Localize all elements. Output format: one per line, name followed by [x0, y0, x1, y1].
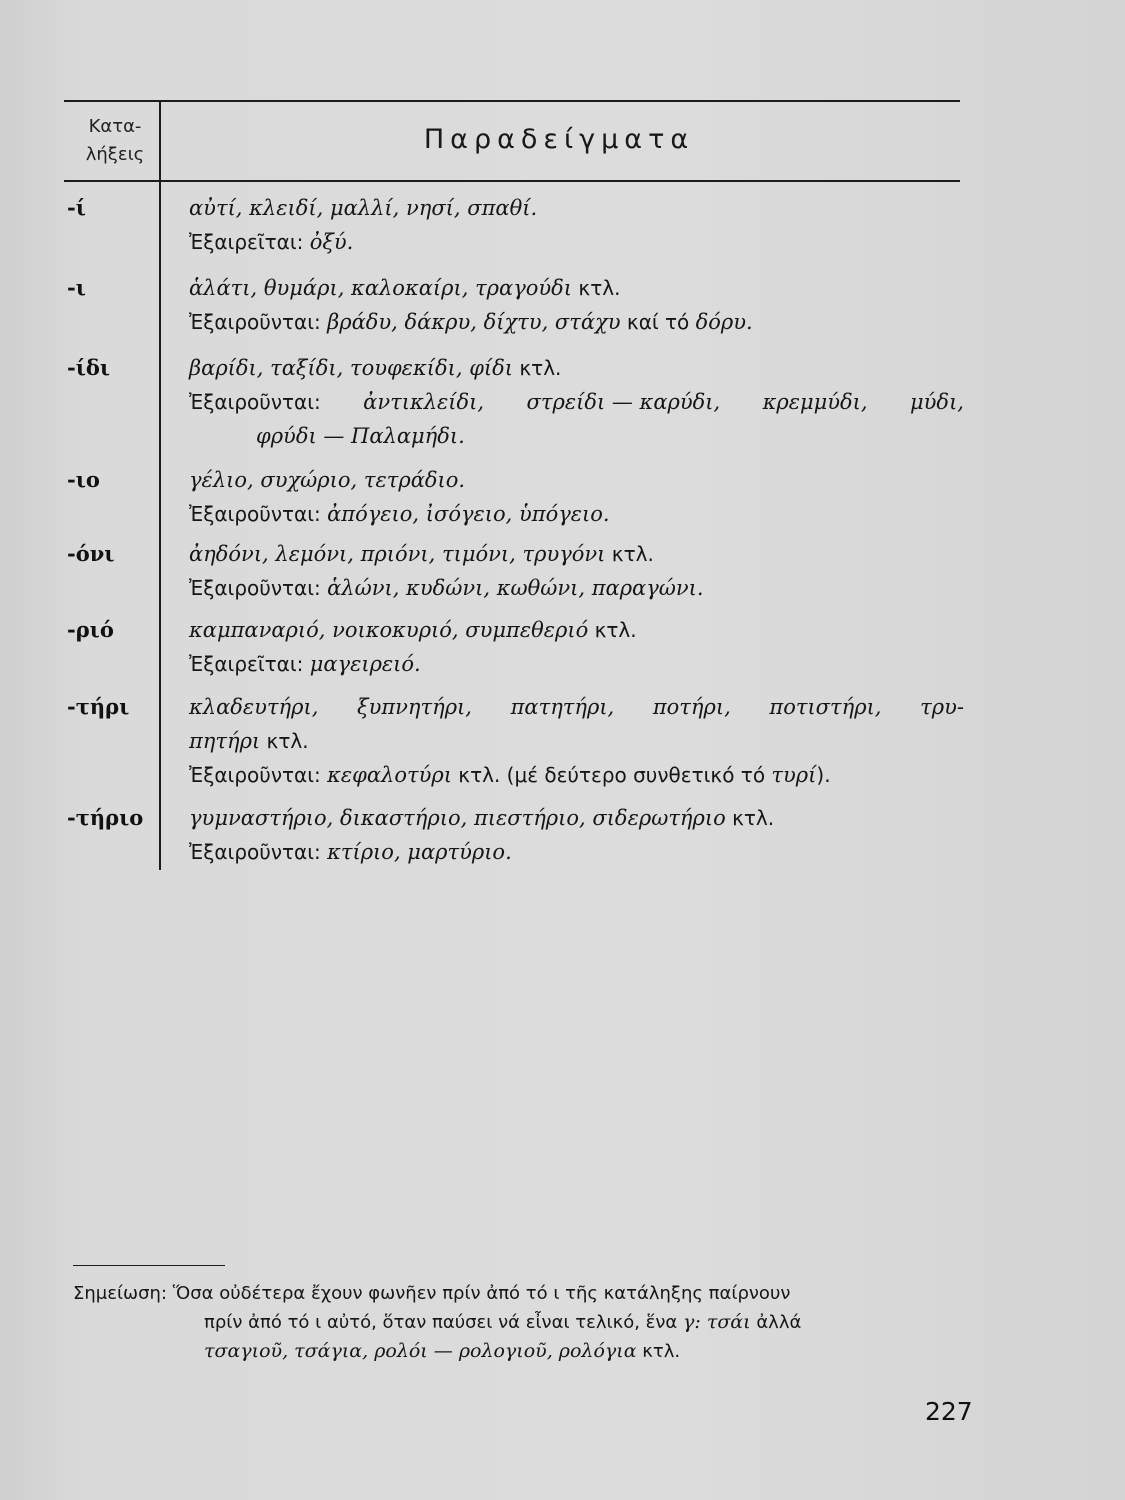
examples-line — [189, 271, 964, 305]
row-ending: -ίδι — [67, 355, 111, 380]
examples-line: αὐτί, κλειδί, μαλλί, νησί, σπαθί. — [189, 196, 538, 220]
header-endings — [70, 113, 160, 169]
row-ending: -ριό — [67, 617, 114, 642]
table-column-divider — [159, 100, 161, 870]
examples-line: γέλιο, συχώριο, τετράδιο. — [189, 468, 466, 492]
exceptions-line — [189, 497, 964, 531]
exceptions-label: Ἐξαιρεῖται: — [189, 230, 310, 254]
etc-abbrev: κτλ. — [513, 356, 562, 380]
exceptions-line — [189, 758, 964, 792]
exceptions-label: Ἐξαιρεῖται: — [189, 652, 310, 676]
row-ending: -τήρι — [67, 694, 130, 719]
exception-word: στρείδι — καρύδι, — [526, 390, 721, 414]
examples-line — [189, 537, 964, 571]
footnote-line2 — [73, 1308, 973, 1337]
example-word: πατητήρι, — [510, 695, 615, 719]
exceptions-label: Ἐξαιροῦνται: — [189, 840, 328, 864]
example-word: ποτήρι, — [652, 695, 731, 719]
header-endings-line2: λήξεις — [85, 144, 145, 165]
exception-word: ἀντικλείδι, — [363, 390, 485, 414]
footnote-greek: γ: τσάι — [683, 1311, 751, 1333]
row-content — [189, 690, 964, 792]
footnote-rule — [73, 1265, 225, 1266]
row-content — [189, 463, 964, 531]
footnote-label: Σημείωση: — [73, 1283, 168, 1304]
etc-abbrev: κτλ. — [260, 729, 309, 753]
exceptions-words: κεφαλοτύρι — [327, 763, 452, 787]
exceptions-words: ἁλώνι, κυδώνι, κωθώνι, παραγώνι. — [327, 576, 704, 600]
footnote-line3 — [73, 1337, 973, 1366]
example-word: ποτιστήρι, — [769, 695, 882, 719]
footnote-text-end: κτλ. — [636, 1341, 681, 1362]
footnote-text: Ὅσα οὐδέτερα ἔχουν φωνῆεν πρίν ἀπό τό ι τῆς κατάληξης παίρνουν — [172, 1283, 791, 1304]
exception-word: μύδι, — [910, 390, 964, 414]
row-content — [189, 613, 964, 681]
footnote — [73, 1280, 973, 1366]
examples-words: ἀηδόνι, λεμόνι, πριόνι, τιμόνι, τρυγόνι — [189, 542, 606, 566]
exceptions-label: Ἐξαιροῦνται: — [189, 763, 328, 787]
exceptions-line — [189, 225, 964, 259]
row-content — [189, 801, 964, 869]
examples-words: γυμναστήριο, δικαστήριο, πιεστήριο, σιδερωτήριο — [189, 806, 726, 830]
row-content — [189, 537, 964, 605]
example-word: κλαδευτήρι, — [189, 695, 319, 719]
example-word: ξυπνητήρι, — [357, 695, 472, 719]
row-ending: -όνι — [67, 541, 115, 566]
exceptions-remark: κτλ. (μέ δεύτερο συνθετικό τό — [451, 763, 772, 787]
examples-line — [189, 613, 964, 647]
table-header-rule — [64, 180, 960, 182]
exceptions-label: Ἐξαιροῦνται: — [189, 502, 328, 526]
exceptions-words: ἀπόγειο, ἰσόγειο, ὑπόγειο. — [327, 502, 610, 526]
footnote-text-end: ἀλλά — [750, 1312, 802, 1333]
row-ending: -ι — [67, 275, 86, 300]
examples-line — [189, 351, 964, 385]
exceptions-line — [189, 305, 964, 339]
exceptions-label: Ἐξαιροῦνται: — [189, 390, 321, 414]
exceptions-line — [189, 571, 964, 605]
etc-abbrev: κτλ. — [572, 276, 621, 300]
table-top-rule — [64, 100, 960, 102]
examples-line — [189, 690, 964, 724]
exceptions-tail: καί τό — [620, 310, 696, 334]
exceptions-words: κτίριο, μαρτύριο. — [327, 840, 512, 864]
row-ending: -ί — [67, 195, 86, 220]
examples-line — [189, 801, 964, 835]
example-word: τρυ- — [920, 695, 964, 719]
row-content — [189, 191, 964, 259]
row-ending: -ιο — [67, 467, 100, 492]
exceptions-line — [189, 835, 964, 869]
exceptions-label: Ἐξαιροῦνται: — [189, 310, 328, 334]
exceptions-remark-word: τυρί — [771, 763, 817, 787]
exceptions-line — [189, 385, 964, 419]
examples-continuation — [189, 724, 964, 758]
row-content — [189, 271, 964, 339]
etc-abbrev: κτλ. — [605, 542, 654, 566]
exceptions-line — [189, 647, 964, 681]
exceptions-continuation: φρύδι — Παλαμήδι. — [256, 424, 465, 448]
exceptions-words: μαγειρειό. — [309, 652, 421, 676]
etc-abbrev: κτλ. — [588, 618, 637, 642]
footnote-line1 — [73, 1280, 973, 1308]
page-number: 227 — [925, 1397, 973, 1426]
footnote-text: πρίν ἀπό τό ι αὐτό, ὅταν παύσει νά εἶναι τελικό, ἕνα — [204, 1312, 684, 1333]
examples-words: καμπαναριό, νοικοκυριό, συμπεθεριό — [189, 618, 589, 642]
exceptions-words: ὀξύ. — [309, 230, 354, 254]
examples-words: πητήρι — [189, 729, 261, 753]
row-ending: -τήριο — [67, 805, 144, 830]
header-endings-line1: Κατα- — [88, 116, 142, 137]
exceptions-label: Ἐξαιροῦνται: — [189, 576, 328, 600]
exceptions-tail-word: δόρυ. — [695, 310, 753, 334]
exception-word: κρεμμύδι, — [762, 390, 868, 414]
examples-words: ἁλάτι, θυμάρι, καλοκαίρι, τραγούδι — [189, 276, 573, 300]
exceptions-remark-end: ). — [816, 763, 831, 787]
row-content — [189, 351, 964, 453]
header-examples: Παραδείγματα — [423, 124, 695, 155]
footnote-greek: τσαγιοῦ, τσάγια, ρολόι — ρολογιοῦ, ρολόγια — [204, 1340, 637, 1362]
etc-abbrev: κτλ. — [725, 806, 775, 830]
examples-words: βαρίδι, ταξίδι, τουφεκίδι, φίδι — [189, 356, 514, 380]
exceptions-words: βράδυ, δάκρυ, δίχτυ, στάχυ — [327, 310, 621, 334]
